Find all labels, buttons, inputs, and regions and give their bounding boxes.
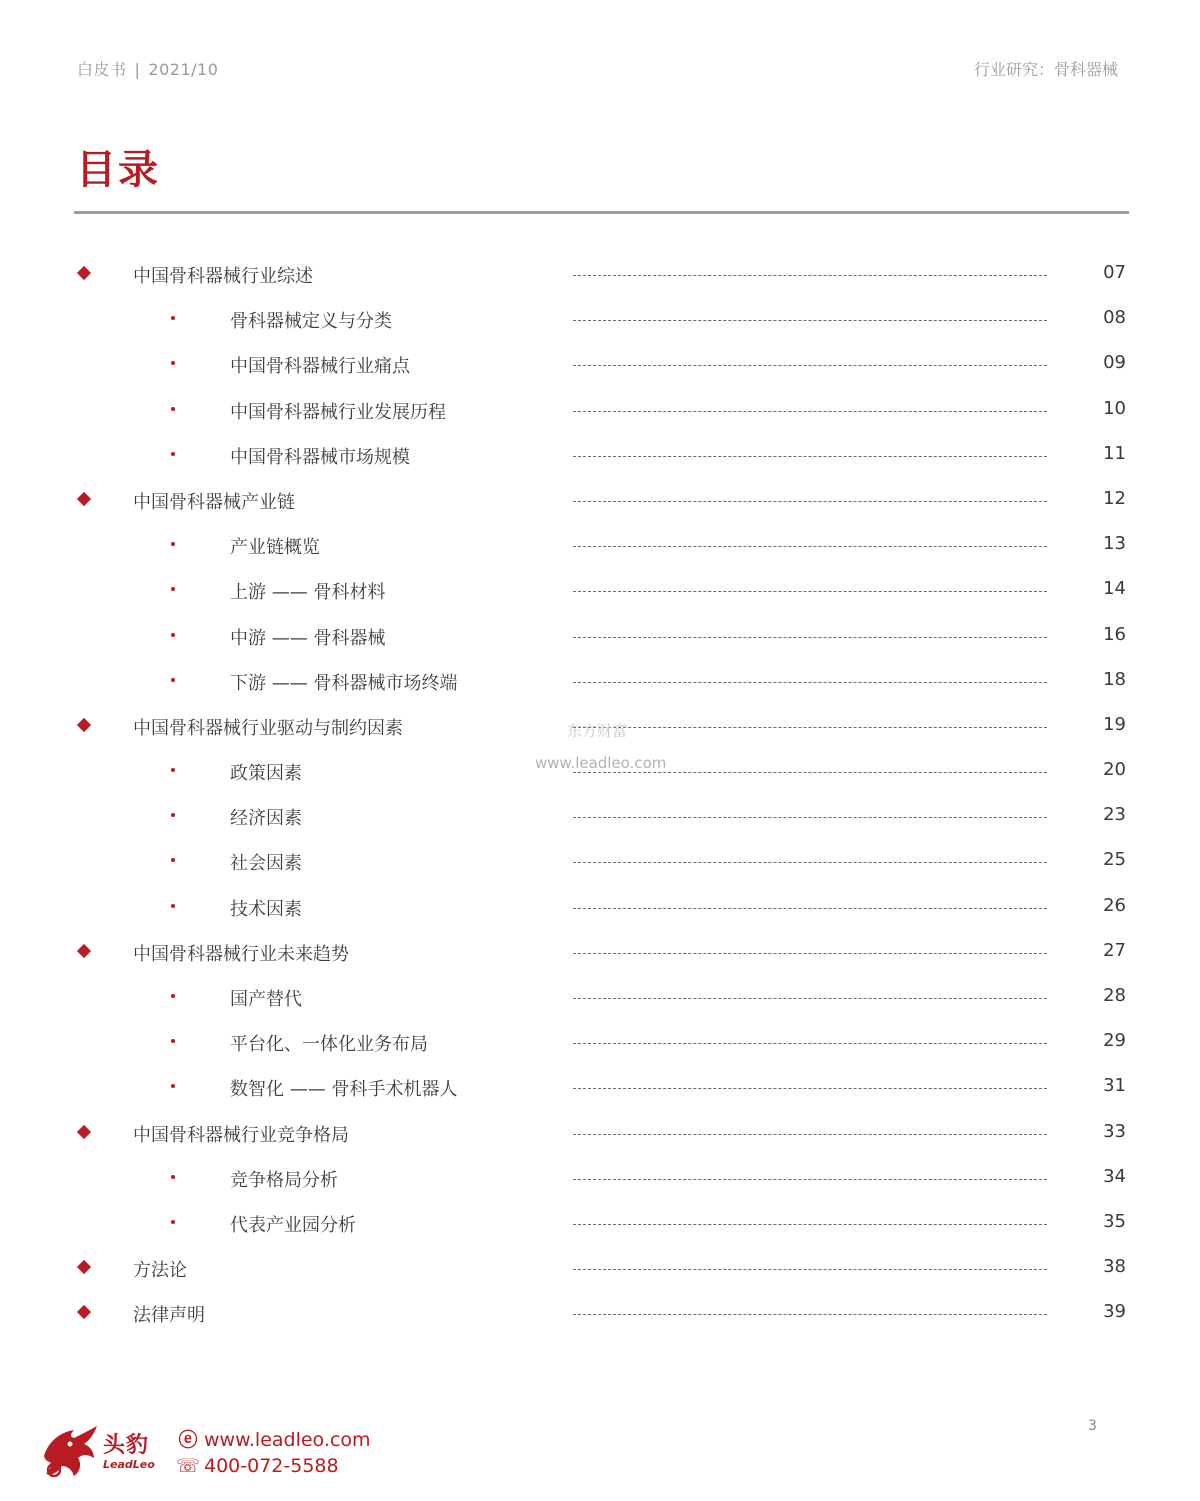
brand-name-cn: 头豹 <box>103 1433 150 1458</box>
toc-entry-label: 政策因素 <box>230 763 302 785</box>
dot-bullet-icon <box>171 633 175 637</box>
dot-bullet-icon <box>171 1220 175 1224</box>
toc-entry[interactable] <box>0 1292 1200 1337</box>
diamond-bullet-icon <box>77 944 91 958</box>
header-meta <box>77 57 218 80</box>
toc-leader-line <box>573 501 1047 502</box>
toc-leader-line <box>573 275 1047 276</box>
title-divider <box>74 211 1129 214</box>
toc-entry-page: 19 <box>1103 713 1126 735</box>
toc-entry-label: 技术因素 <box>230 898 302 920</box>
toc-entry-label: 中游 —— 骨科器械 <box>230 627 386 649</box>
website-link[interactable] <box>176 1425 370 1452</box>
toc-entry-page: 08 <box>1103 307 1126 329</box>
dot-bullet-icon <box>171 452 175 456</box>
toc-leader-line <box>573 546 1047 547</box>
toc-leader-line <box>573 1314 1047 1315</box>
toc-entry-label: 产业链概览 <box>230 537 320 559</box>
dot-bullet-icon <box>171 361 175 365</box>
doc-date: 2021/10 <box>148 60 219 79</box>
diamond-bullet-icon <box>77 1260 91 1274</box>
toc-entry-page: 18 <box>1103 668 1126 690</box>
toc-entry[interactable] <box>0 343 1200 388</box>
toc-entry[interactable] <box>0 569 1200 614</box>
toc-entry-label: 经济因素 <box>230 808 302 830</box>
toc-leader-line <box>573 862 1047 863</box>
toc-entry-page: 11 <box>1103 442 1126 464</box>
toc-entry-label: 中国骨科器械行业发展历程 <box>230 401 446 423</box>
toc-entry[interactable] <box>0 615 1200 660</box>
toc-entry-page: 28 <box>1103 985 1126 1006</box>
toc-entry[interactable] <box>0 660 1200 705</box>
toc-entry[interactable] <box>0 976 1200 1021</box>
dot-bullet-icon <box>171 1084 175 1088</box>
dot-bullet-icon <box>171 813 175 817</box>
diamond-bullet-icon <box>77 718 91 732</box>
dot-bullet-icon <box>171 678 175 682</box>
doc-type: 白皮书 <box>77 60 127 79</box>
page-title: 目录 <box>76 147 160 193</box>
toc-leader-line <box>573 1088 1047 1089</box>
toc-entry-page: 09 <box>1103 352 1126 374</box>
toc-entry[interactable] <box>0 931 1200 976</box>
toc-entry[interactable] <box>0 1066 1200 1111</box>
toc-entry[interactable] <box>0 389 1200 434</box>
toc-entry[interactable] <box>0 434 1200 479</box>
toc-entry-label: 方法论 <box>133 1260 187 1282</box>
dot-bullet-icon <box>171 768 175 772</box>
dot-bullet-icon <box>171 316 175 320</box>
toc-leader-line <box>573 320 1047 321</box>
toc-entry[interactable] <box>0 795 1200 840</box>
toc-entry[interactable] <box>0 886 1200 931</box>
toc-leader-line <box>573 727 1047 728</box>
toc-entry-page: 33 <box>1103 1120 1126 1142</box>
toc-entry-label: 国产替代 <box>230 989 302 1010</box>
toc-entry-page: 16 <box>1103 623 1126 645</box>
toc-entry[interactable] <box>0 253 1200 298</box>
toc-leader-line <box>573 1269 1047 1270</box>
toc-entry[interactable] <box>0 1112 1200 1157</box>
toc-entry[interactable] <box>0 1247 1200 1292</box>
toc-entry-label: 下游 —— 骨科器械市场终端 <box>230 672 458 694</box>
watermark-text: 东方财富 <box>567 722 628 740</box>
toc-entry-label: 中国骨科器械产业链 <box>133 491 295 513</box>
toc-entry-label: 中国骨科器械行业竞争格局 <box>133 1124 349 1146</box>
toc-leader-line <box>573 953 1047 954</box>
leadleo-logo-icon <box>40 1422 100 1478</box>
toc-leader-line <box>573 1224 1047 1225</box>
toc-leader-line <box>573 998 1047 999</box>
toc-leader-line <box>573 1134 1047 1135</box>
toc-entry-label: 中国骨科器械行业痛点 <box>230 356 410 378</box>
diamond-bullet-icon <box>77 492 91 506</box>
toc-entry[interactable] <box>0 1202 1200 1247</box>
toc-leader-line <box>573 411 1047 412</box>
toc-entry[interactable] <box>0 479 1200 524</box>
toc-leader-line <box>573 772 1047 773</box>
toc-leader-line <box>573 637 1047 638</box>
table-of-contents <box>0 253 1200 1338</box>
toc-entry-page: 29 <box>1103 1030 1126 1052</box>
toc-entry-page: 39 <box>1103 1301 1126 1323</box>
toc-leader-line <box>573 817 1047 818</box>
toc-entry-page: 25 <box>1103 849 1126 871</box>
toc-entry-page: 20 <box>1103 759 1126 781</box>
dot-bullet-icon <box>171 904 175 908</box>
toc-entry-label: 法律声明 <box>133 1305 205 1327</box>
diamond-bullet-icon <box>77 1124 91 1138</box>
dot-bullet-icon <box>171 994 175 998</box>
toc-entry-page: 27 <box>1103 939 1126 961</box>
toc-entry-page: 23 <box>1103 804 1126 826</box>
diamond-bullet-icon <box>77 266 91 280</box>
toc-entry[interactable] <box>0 298 1200 343</box>
toc-entry[interactable] <box>0 524 1200 569</box>
toc-leader-line <box>573 908 1047 909</box>
web-globe-icon: ⓔ <box>178 1429 198 1451</box>
toc-entry[interactable] <box>0 840 1200 885</box>
dot-bullet-icon <box>171 1039 175 1043</box>
toc-entry-label: 上游 —— 骨科材料 <box>230 582 386 604</box>
diamond-bullet-icon <box>77 1305 91 1319</box>
phone-icon: ☏ <box>176 1455 200 1477</box>
doc-category: 行业研究：骨科器械 <box>973 60 1118 79</box>
toc-entry-label: 中国骨科器械行业驱动与制约因素 <box>133 717 403 739</box>
phone-text: 400-072-5588 <box>204 1455 339 1477</box>
toc-leader-line <box>573 365 1047 366</box>
toc-leader-line <box>573 456 1047 457</box>
toc-entry-page: 07 <box>1103 262 1126 283</box>
toc-entry[interactable] <box>0 1157 1200 1202</box>
toc-entry-page: 31 <box>1103 1075 1126 1097</box>
dot-bullet-icon <box>171 858 175 862</box>
toc-leader-line <box>573 682 1047 683</box>
dot-bullet-icon <box>171 407 175 411</box>
toc-leader-line <box>573 591 1047 592</box>
toc-entry[interactable] <box>0 1021 1200 1066</box>
toc-entry-page: 34 <box>1103 1165 1126 1187</box>
toc-entry-label: 平台化、一体化业务布局 <box>230 1034 428 1056</box>
toc-entry-page: 13 <box>1103 533 1126 555</box>
website-text: www.leadleo.com <box>204 1429 371 1451</box>
toc-entry-page: 14 <box>1103 578 1126 600</box>
toc-entry-page: 10 <box>1103 397 1126 419</box>
toc-entry-label: 中国骨科器械市场规模 <box>230 446 410 468</box>
toc-entry-label: 中国骨科器械行业未来趋势 <box>133 943 349 965</box>
toc-leader-line <box>573 1043 1047 1044</box>
toc-entry-label: 竞争格局分析 <box>230 1169 338 1191</box>
toc-entry-label: 社会因素 <box>230 853 302 875</box>
brand-name-en: LeadLeo <box>103 1458 155 1471</box>
watermark-url: www.leadleo.com <box>535 754 667 772</box>
dot-bullet-icon <box>171 1175 175 1179</box>
toc-leader-line <box>573 1179 1047 1180</box>
toc-entry-label: 代表产业园分析 <box>230 1214 356 1236</box>
toc-entry-label: 骨科器械定义与分类 <box>230 311 392 333</box>
header-separator: | <box>134 60 141 79</box>
phone-contact <box>176 1455 339 1477</box>
toc-entry-page: 38 <box>1103 1256 1126 1278</box>
dot-bullet-icon <box>171 587 175 591</box>
page-number: 3 <box>1088 1418 1097 1434</box>
toc-entry-label: 数智化 —— 骨科手术机器人 <box>230 1079 458 1101</box>
toc-entry-page: 12 <box>1103 487 1126 509</box>
toc-entry-label: 中国骨科器械行业综述 <box>133 266 313 287</box>
toc-entry-page: 26 <box>1103 894 1126 916</box>
toc-entry-page: 35 <box>1103 1210 1126 1232</box>
dot-bullet-icon <box>171 542 175 546</box>
